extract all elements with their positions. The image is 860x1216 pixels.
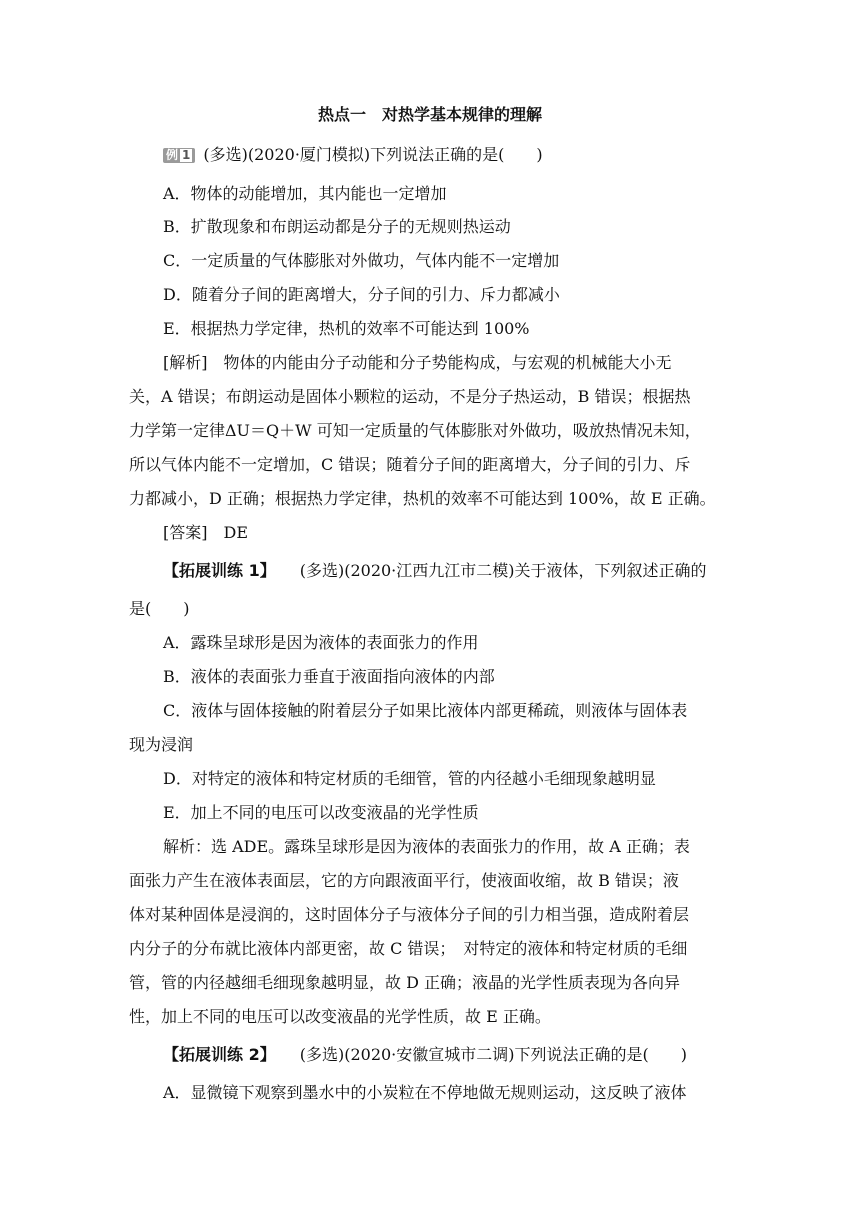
training1-analysis-line-1: 解析：选 ADE。露珠呈球形是因为液体的表面张力的作用，故 A 正确；表 [163, 837, 690, 856]
training1-question: (多选)(2020·江西九江市二模)关于液体，下列叙述正确的 [299, 561, 707, 580]
training1-analysis-line-5: 管，管的内径越细毛细现象越明显，故 D 正确；液晶的光学性质表现为各向异 [129, 973, 681, 992]
example1-option-e: E．根据热力学定律，热机的效率不可能达到 100% [163, 319, 530, 338]
section-title: 热点一 对热学基本规律的理解 [317, 105, 542, 124]
training1-title: 【拓展训练 1】 [163, 561, 268, 580]
example1-option-a: A．物体的动能增加，其内能也一定增加 [163, 184, 447, 203]
training1-analysis-line-2: 面张力产生在液体表面层，它的方向跟液面平行，使液面收缩，故 B 错误；液 [129, 871, 679, 890]
example1-analysis-line-5: 力都减小，D 正确；根据热力学定律，热机的效率不可能达到 100%，故 E 正确。 [129, 489, 716, 508]
example1-question: (多选)(2020·厦门模拟)下列说法正确的是( ) [203, 145, 543, 164]
example1-option-b: B．扩散现象和布朗运动都是分子的无规则热运动 [163, 217, 511, 236]
analysis-tag: [解析] [163, 353, 208, 372]
training1-question-cont: 是( ) [129, 599, 190, 618]
training1-option-d: D．对特定的液体和特定材质的毛细管，管的内径越小毛细现象越明显 [163, 769, 656, 788]
example1-analysis-line-2: 关，A 错误；布朗运动是固体小颗粒的运动，不是分子热运动，B 错误；根据热 [129, 387, 691, 406]
answer-tag: [答案] [163, 523, 208, 542]
example1-analysis-line-3: 力学第一定律ΔU＝Q＋W 可知一定质量的气体膨胀对外做功，吸放热情况未知， [129, 421, 701, 440]
training1-option-c: C．液体与固体接触的附着层分子如果比液体内部更稀疏，则液体与固体表 [163, 701, 688, 720]
training2-option-a: A．显微镜下观察到墨水中的小炭粒在不停地做无规则运动，这反映了液体 [163, 1083, 687, 1102]
example1-answer-line [163, 522, 248, 544]
training2-question: (多选)(2020·安徽宣城市二调)下列说法正确的是( ) [299, 1045, 687, 1064]
training1-option-e: E．加上不同的电压可以改变液晶的光学性质 [163, 803, 479, 822]
training1-option-c-cont: 现为浸润 [129, 735, 194, 754]
training1-question-line [163, 560, 707, 582]
example1-option-c: C．一定质量的气体膨胀对外做功，气体内能不一定增加 [163, 251, 560, 270]
training1-analysis-line-3: 体对某种固体是浸润的，这时固体分子与液体分子间的引力相当强，造成附着层 [129, 905, 690, 924]
training1-option-b: B．液体的表面张力垂直于液面指向液体的内部 [163, 667, 495, 686]
training1-analysis-line-4: 内分子的分布就比液体内部更密，故 C 错误； 对特定的液体和特定材质的毛细 [129, 939, 688, 958]
example-badge: 例 1 [163, 148, 195, 163]
training2-question-line [163, 1044, 687, 1066]
answer-value: DE [223, 523, 249, 542]
training2-title: 【拓展训练 2】 [163, 1045, 268, 1064]
example1-analysis-line-1: [解析] 物体的内能由分子动能和分子势能构成，与宏观的机械能大小无 [163, 353, 672, 372]
training1-option-a: A．露珠呈球形是因为液体的表面张力的作用 [163, 633, 479, 652]
training1-analysis-line-6: 性，加上不同的电压可以改变液晶的光学性质，故 E 正确。 [129, 1007, 551, 1026]
example1-analysis-line-4: 所以气体内能不一定增加，C 错误；随着分子间的距离增大，分子间的引力、斥 [129, 455, 691, 474]
example1-option-d: D．随着分子间的距离增大，分子间的引力、斥力都减小 [163, 285, 560, 304]
example1-question-line [163, 144, 543, 166]
